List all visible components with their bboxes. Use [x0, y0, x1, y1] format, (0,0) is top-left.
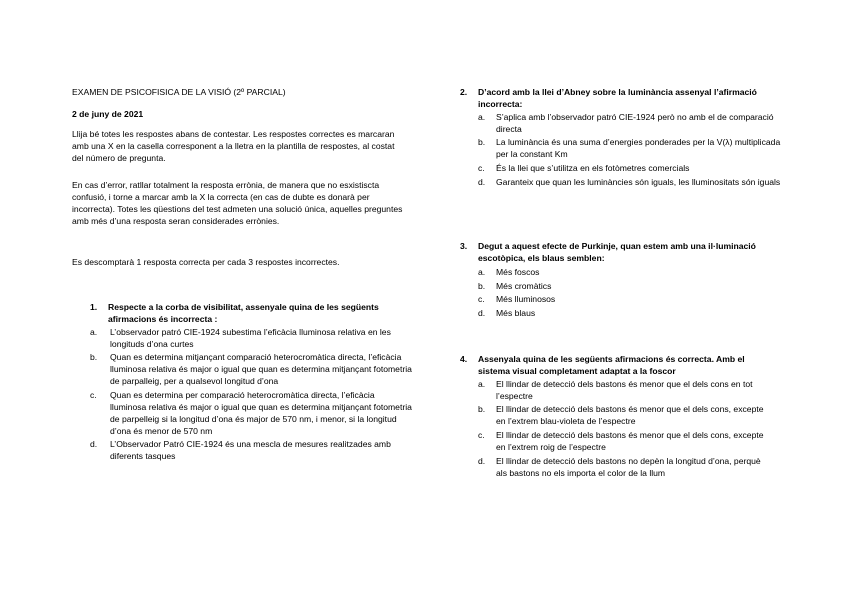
question-number: 3. — [460, 241, 468, 251]
option-b: b. La luminància és una suma d’energies ponderades per la V(λ) multiplicada per la constant Km — [478, 137, 781, 160]
option-d: d. L’Observador Patró CIE-1924 és una mescla de mesures realitzades amb diferents tasques — [90, 439, 391, 462]
option-d: d. Més blaus — [478, 308, 536, 319]
option-d: d. El llindar de detecció dels bastons no depèn la longitud d’ona, perquè als bastons no els importa el color de la llum — [478, 455, 761, 478]
option-c: c. Quan es determina per comparació heterocromàtica directa, l’eficàcia lluminosa relativa és major o igual que quan es determina mitjançant fotometria de parpelleig si la longitud d’ona és major de 570 nm, i menor, si la longitud d’ona és menor de 570 nm — [90, 390, 412, 436]
question-1 — [90, 302, 412, 463]
option-a: a. Més foscos — [478, 266, 540, 277]
option-b: b. Quan es determina mitjançant comparació heterocromàtica directa, l’eficàcia lluminosa relativa és major o igual que quan es determina mitjançant fotometria de parpalleig, per a qualsevol longitud d’ona — [90, 352, 412, 387]
option-a: a. L’observador patró CIE-1924 subestima l’eficàcia lluminosa relativa en les longituds d’ona curtes — [90, 326, 391, 349]
question-4 — [460, 354, 772, 480]
question-text: D’acord amb la llei d’Abney sobre la luminància assenyal l’afirmació incorrecta: — [478, 87, 757, 109]
option-a: a. El llindar de detecció dels bastons és menor que el dels cons en tot l’espectre — [478, 378, 753, 401]
question-text: Respecte a la corba de visibilitat, assenyale quina de les següents afirmacions és incorrecta : — [108, 302, 379, 324]
option-b: b. Més cromàtics — [478, 280, 552, 291]
option-a: a. S’aplica amb l’observador patró CIE-1924 però no amb el de comparació directa — [478, 111, 774, 134]
exam-title: EXAMEN DE PSICOFISICA DE LA VISIÓ (2º PARCIAL) — [72, 87, 286, 97]
option-c: c. Més lluminosos — [478, 294, 556, 305]
instructions-paragraph-1: Llija bé totes les respostes abans de contestar. Les respostes correctes es marcaran amb una X en la casella corresponent a la lletra en la plantilla de respostes, al costat del número de pregunta. — [72, 129, 395, 163]
option-c: c. És la llei que s’utilitza en els fotòmetres comercials — [478, 163, 690, 174]
exam-date: 2 de juny de 2021 — [72, 109, 144, 119]
question-text: Degut a aquest efecte de Purkinje, quan estem amb una il·luminació escotòpica, els blaus semblen: — [478, 241, 756, 263]
question-number: 2. — [460, 87, 468, 97]
option-d: d. Garanteix que quan les luminàncies són iguals, les lluminositats són iguals — [478, 177, 781, 188]
question-text: Assenyala quina de les següents afirmacions és correcta. Amb el sistema visual completament adaptat a la foscor — [478, 354, 745, 376]
question-2 — [460, 87, 788, 189]
question-3 — [460, 241, 760, 320]
question-number: 1. — [90, 302, 98, 312]
instructions-paragraph-2: En cas d’error, ratllar totalment la resposta errònia, de manera que no esxistiscta confusió, i torne a marcar amb la X la correcta (en cas de dubte es donarà per incorrecta). Totes les qüestions del test admeten una solució única, aquelles preguntes amb més d’una resposta seran considerades errònies. — [72, 180, 403, 226]
option-b: b. El llindar de detecció dels bastons és menor que el dels cons, excepte en l’extrem blau-violeta de l’espectre — [478, 404, 764, 427]
instructions-paragraph-3: Es descomptarà 1 resposta correcta per cada 3 respostes incorrectes. — [72, 257, 340, 267]
question-number: 4. — [460, 354, 468, 364]
option-c: c. El llindar de detecció dels bastons és menor que el dels cons, excepte en l’extrem roig de l’espectre — [478, 430, 764, 453]
